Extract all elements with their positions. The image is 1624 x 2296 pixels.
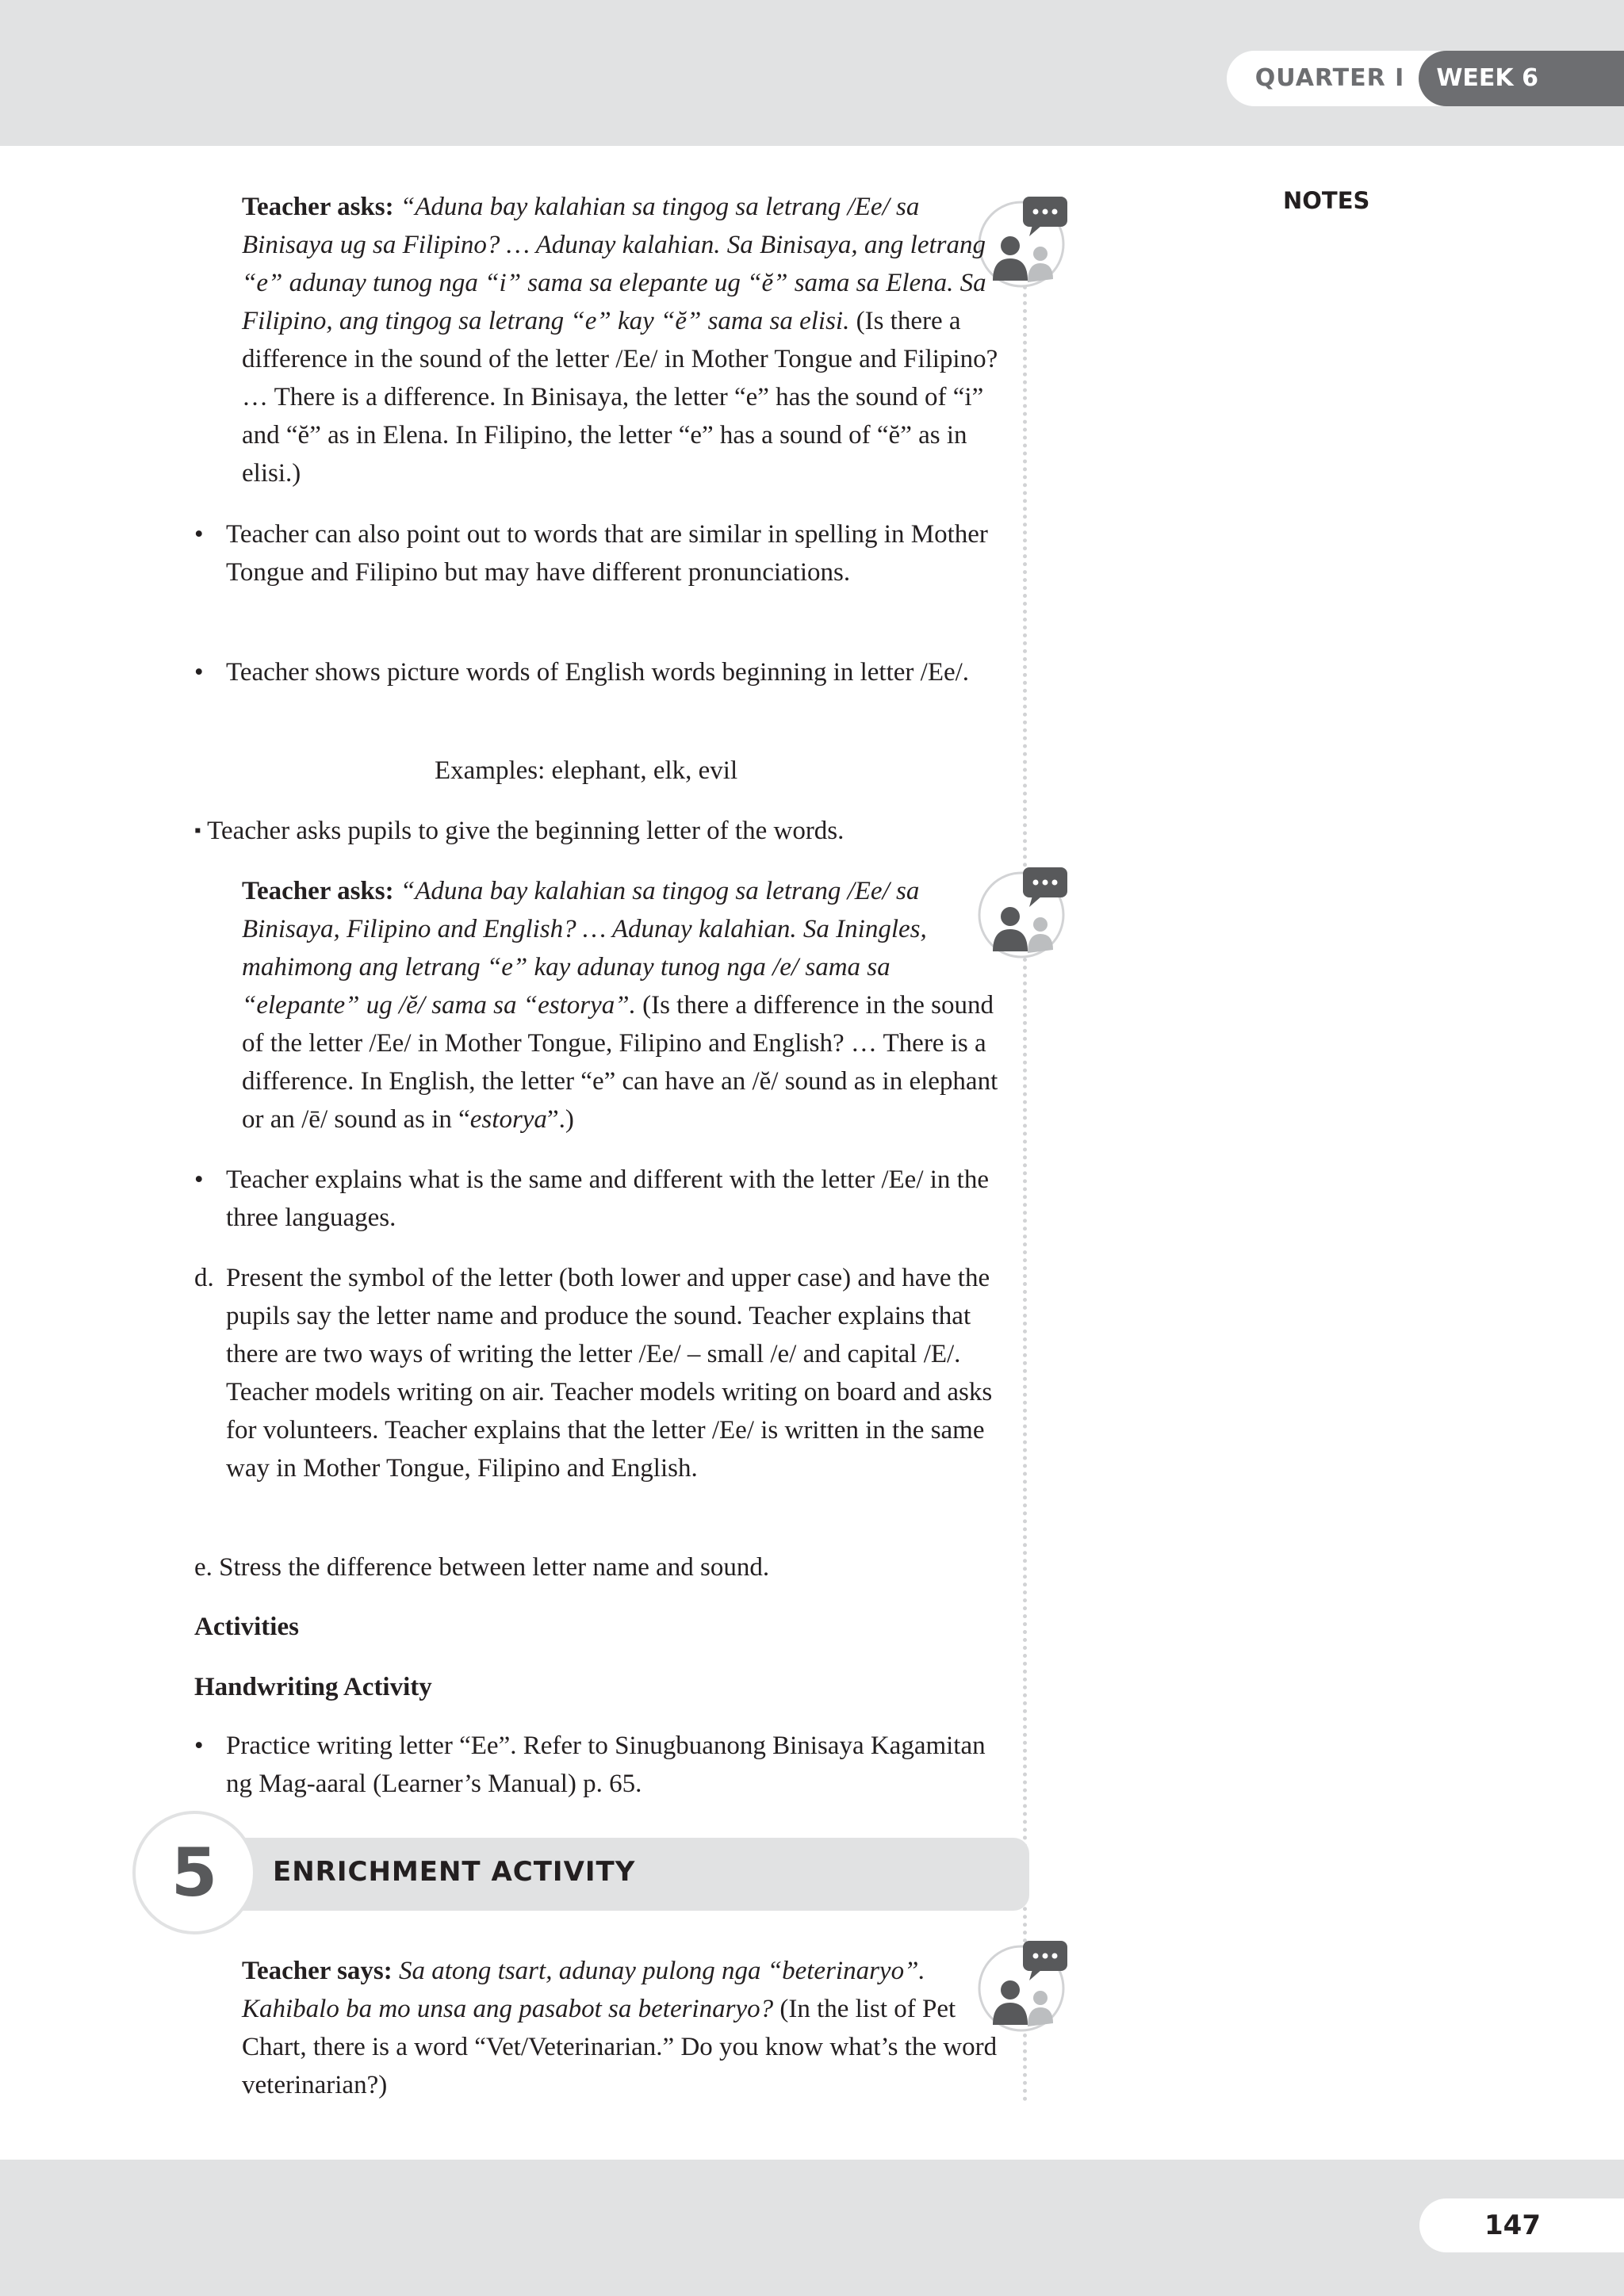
page-number: 147	[1419, 2198, 1624, 2252]
step-e-text: Stress the difference between letter name and sound.	[219, 1553, 770, 1582]
quarter-tab: QUARTER I	[1227, 51, 1446, 106]
bullet-practice-writing	[194, 1727, 1003, 1803]
notes-label: NOTES	[1283, 187, 1370, 214]
bullet-mark: •	[194, 658, 204, 687]
bullet-text: Teacher explains what is the same and different with the letter /Ee/ in the three languages.	[226, 1165, 989, 1232]
teacher-asks-label: Teacher asks:	[242, 193, 394, 221]
bullet-mark: •	[194, 1732, 204, 1760]
square-bullet-mark: ▪	[194, 821, 201, 841]
notes-divider	[1023, 270, 1027, 2103]
footer-band	[0, 2160, 1624, 2296]
english-translation: (In the list of Pet Chart, there is a word “Vet/Veterinarian.” Do you know what’s the word veterinarian?)	[242, 1995, 998, 2099]
step-d-text: Present the symbol of the letter (both lower and upper case) and have the pupils say the letter name and produce the sound. Teacher explains that there are two ways of writing the letter /Ee/ – small /e/ and capital /E/. Teacher models writing on air. Teacher models writing on board and asks for volunteers. Teacher explains that the letter /Ee/ is written in the same way in Mother Tongue, Filipino and English.	[226, 1264, 993, 1483]
english-translation: (Is there a difference in the sound of the letter /Ee/ in Mother Tongue and Filipino? … There is a difference. In Binisaya, the letter “e” has the sound of “i” and “ĕ” as in Elena. In Filipino, the letter “e” has a sound of “ĕ” as in elisi.)	[242, 307, 998, 488]
bullet-text: Teacher shows picture words of English words beginning in letter /Ee/.	[226, 658, 970, 687]
bullet-similar-words	[194, 515, 1003, 591]
step-d-marker: d.	[194, 1264, 214, 1292]
bullet-mark: •	[194, 1165, 204, 1194]
italic-word: estorya	[469, 1105, 547, 1134]
handwriting-heading: Handwriting Activity	[194, 1673, 432, 1701]
week-tab: WEEK 6	[1419, 51, 1624, 106]
english-translation-end: ”.)	[546, 1105, 574, 1134]
header-tabs	[1227, 51, 1624, 106]
examples-line: Examples: elephant, elk, evil	[435, 756, 738, 785]
section-number: 5	[132, 1811, 256, 1934]
teacher-asks-label: Teacher asks:	[242, 877, 394, 905]
step-e-marker: e.	[194, 1553, 213, 1582]
activities-heading: Activities	[194, 1613, 299, 1641]
section-title: ENRICHMENT ACTIVITY	[273, 1856, 636, 1888]
teacher-asks-block-1	[242, 188, 1003, 492]
bullet-text: Practice writing letter “Ee”. Refer to Sinugbuanong Binisaya Kagamitan ng Mag-aaral (Learner’s Manual) p. 65.	[226, 1732, 986, 1798]
teacher-says-block	[242, 1952, 1003, 2104]
english-translation: (Is there a difference in the sound of the letter /Ee/ in Mother Tongue, Filipino and English? … There is a difference. In English, the letter “e” can have an /ĕ/ sound as in elephant or an /ē/ sound as in “	[242, 991, 998, 1134]
teacher-asks-block-2	[242, 872, 1003, 1138]
binisaya-question: Sa atong tsart, adunay pulong nga “beterinaryo”. Kahibalo ba mo unsa ang pasabot sa beterinaryo?	[242, 1957, 925, 2023]
bullet-same-different	[194, 1161, 1003, 1237]
binisaya-question: “Aduna bay kalahian sa tingog sa letrang /Ee/ sa Binisaya, Filipino and English? … Adunay kalahian. Sa Iningles, mahimong ang letrang “e” kay adunay tunog nga /e/ sama sa “elepante” ug /ĕ/ sama sa “estorya”.	[242, 877, 927, 1020]
binisaya-question: “Aduna bay kalahian sa tingog sa letrang /Ee/ sa Binisaya ug sa Filipino? … Adunay kalahian. Sa Binisaya, ang letrang “e” adunay tunog nga “i” sama sa elepante ug “ĕ” sama sa Elena. Sa Filipino, ang tingog sa letrang “e” kay “ĕ” sama sa elisi.	[242, 193, 986, 335]
bullet-text: Teacher can also point out to words that are similar in spelling in Mother Tongue and Filipino but may have different pronunciations.	[226, 520, 988, 587]
square-bullet-item	[194, 812, 1003, 850]
bullet-mark: •	[194, 520, 204, 549]
bullet-picture-words	[194, 653, 1003, 691]
teacher-says-label: Teacher says:	[242, 1957, 393, 1985]
square-bullet-text: Teacher asks pupils to give the beginning letter of the words.	[207, 817, 845, 845]
step-d	[194, 1259, 1011, 1487]
step-e	[194, 1548, 1011, 1586]
